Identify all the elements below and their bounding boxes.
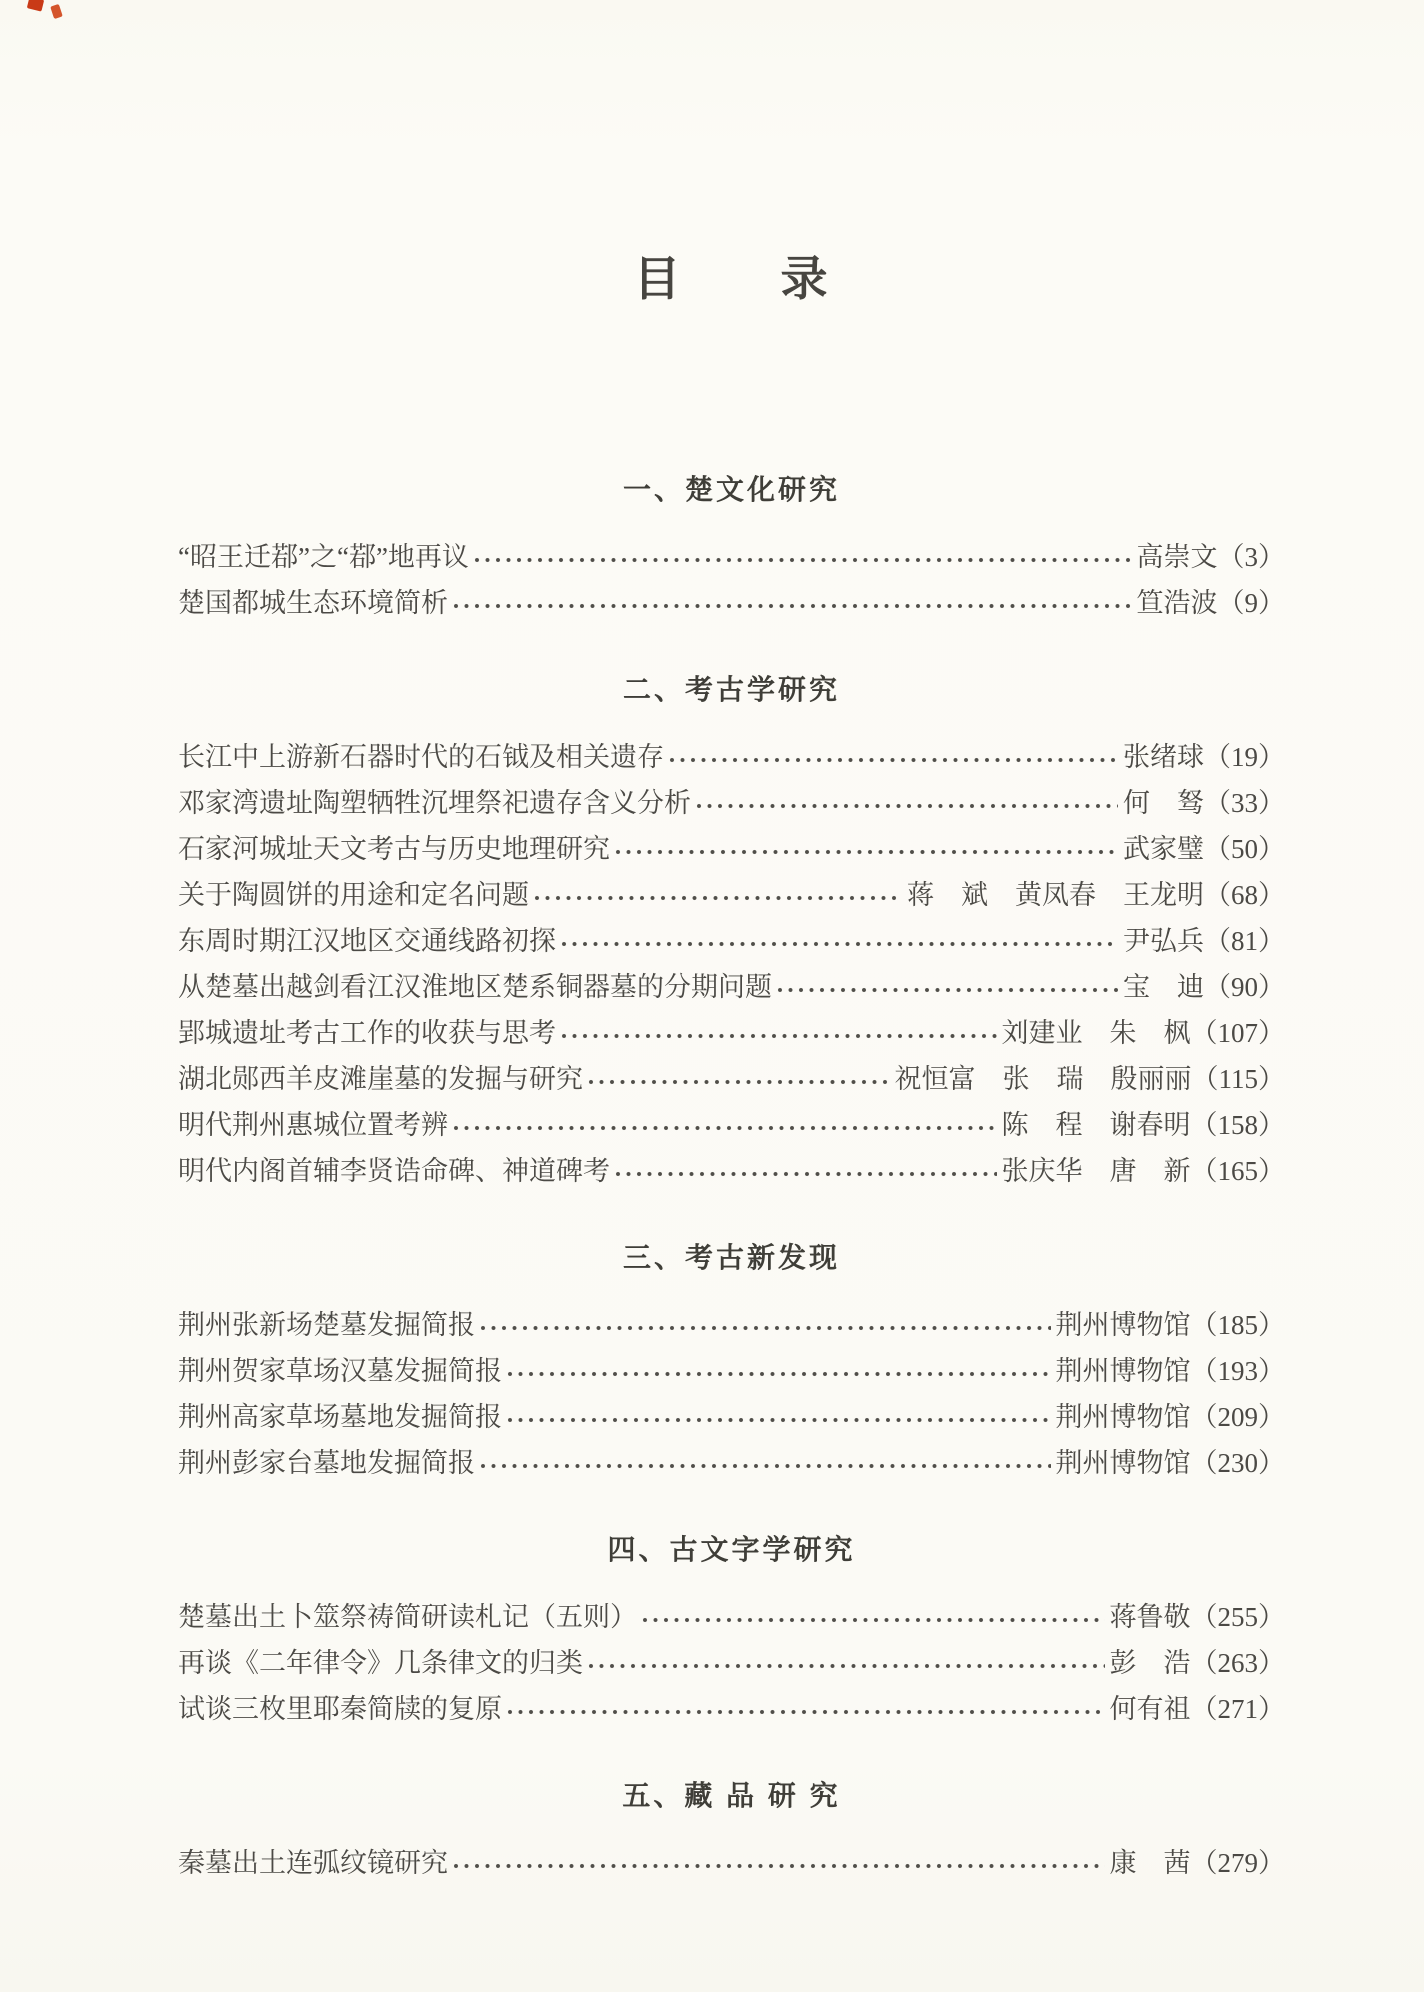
toc-entry xyxy=(178,1840,1285,1886)
entry-page-number: （50） xyxy=(1204,834,1285,864)
section-entries xyxy=(178,1840,1285,1886)
entry-authors: 张庆华 唐 新 xyxy=(1001,1156,1191,1186)
dot-leader xyxy=(505,1394,1051,1440)
dot-leader xyxy=(478,1302,1051,1348)
entry-title: 秦墓出土连弧纹镜研究 xyxy=(178,1848,448,1878)
entry-authors: 何有祖 xyxy=(1109,1694,1191,1724)
dot-leader xyxy=(451,1840,1105,1886)
entry-title: 湖北郧西羊皮滩崖墓的发掘与研究 xyxy=(178,1064,583,1094)
dot-leader xyxy=(667,734,1118,780)
entry-title: 试谈三枚里耶秦简牍的复原 xyxy=(178,1694,502,1724)
entry-authors: 刘建业 朱 枫 xyxy=(1001,1018,1191,1048)
toc-entry xyxy=(178,826,1285,872)
section-heading: 四、古文字学研究 xyxy=(607,1534,856,1565)
dot-leader xyxy=(505,1686,1105,1732)
toc-section xyxy=(178,472,1285,626)
dot-leader xyxy=(559,1010,997,1056)
entry-page-number: （90） xyxy=(1204,972,1285,1002)
entry-title: 从楚墓出越剑看江汉淮地区楚系铜器墓的分期问题 xyxy=(178,972,772,1002)
toc-section xyxy=(178,1778,1285,1886)
toc-section xyxy=(178,672,1285,1194)
entry-page-number: （68） xyxy=(1204,880,1285,910)
entry-title: “昭王迁鄀”之“鄀”地再议 xyxy=(178,542,469,572)
entry-page-number: （81） xyxy=(1204,926,1285,956)
entry-authors: 尹弘兵 xyxy=(1123,926,1204,956)
entry-authors: 何 驽 xyxy=(1123,788,1204,818)
entry-page-number: （3） xyxy=(1217,542,1285,572)
entry-authors: 彭 浩 xyxy=(1109,1648,1191,1678)
dot-leader xyxy=(613,1148,997,1194)
entry-title: 关于陶圆饼的用途和定名问题 xyxy=(178,880,529,910)
entry-title: 邓家湾遗址陶塑牺牲沉埋祭祀遗存含义分析 xyxy=(178,788,691,818)
entry-page-number: （107） xyxy=(1190,1018,1285,1048)
entry-authors: 祝恒富 张 瑞 殷丽丽 xyxy=(894,1064,1192,1094)
entry-title: 楚国都城生态环境简析 xyxy=(178,588,448,618)
dot-leader xyxy=(532,872,902,918)
entry-page-number: （165） xyxy=(1190,1156,1285,1186)
toc-entry xyxy=(178,1102,1285,1148)
dot-leader xyxy=(505,1348,1051,1394)
entry-title: 长江中上游新石器时代的石钺及相关遗存 xyxy=(178,742,664,772)
toc-entry xyxy=(178,964,1285,1010)
dot-leader xyxy=(472,534,1132,580)
toc-entry xyxy=(178,918,1285,964)
entry-title: 郢城遗址考古工作的收获与思考 xyxy=(178,1018,556,1048)
entry-authors: 荆州博物馆 xyxy=(1055,1356,1191,1386)
section-heading: 一、楚文化研究 xyxy=(622,474,840,505)
entry-title: 石家河城址天文考古与历史地理研究 xyxy=(178,834,610,864)
dot-leader xyxy=(586,1056,890,1102)
toc-entry xyxy=(178,1594,1285,1640)
entry-authors: 武家璧 xyxy=(1123,834,1204,864)
entry-page-number: （9） xyxy=(1217,588,1285,618)
toc-section xyxy=(178,1240,1285,1486)
entry-authors: 蒋 斌 黄凤春 王龙明 xyxy=(907,880,1204,910)
toc-entry xyxy=(178,1348,1285,1394)
toc-entry xyxy=(178,1148,1285,1194)
dot-leader xyxy=(775,964,1118,1010)
dot-leader xyxy=(586,1640,1105,1686)
entry-title: 再谈《二年律令》几条律文的归类 xyxy=(178,1648,583,1678)
toc-entry xyxy=(178,1394,1285,1440)
scan-artifact-red-mark xyxy=(50,4,63,19)
entry-title: 明代内阁首辅李贤诰命碑、神道碑考 xyxy=(178,1156,610,1186)
toc-section xyxy=(178,1532,1285,1732)
entry-authors: 笪浩波 xyxy=(1136,588,1218,618)
toc-entry xyxy=(178,734,1285,780)
entry-page-number: （185） xyxy=(1190,1310,1285,1340)
entry-page-number: （279） xyxy=(1190,1848,1285,1878)
entry-page-number: （115） xyxy=(1191,1064,1285,1094)
toc-entry xyxy=(178,1302,1285,1348)
toc-entry xyxy=(178,872,1285,918)
dot-leader xyxy=(694,780,1118,826)
entry-title: 荆州高家草场墓地发掘简报 xyxy=(178,1402,502,1432)
toc-entry xyxy=(178,780,1285,826)
dot-leader xyxy=(640,1594,1105,1640)
entry-page-number: （271） xyxy=(1190,1694,1285,1724)
toc-entry xyxy=(178,1440,1285,1486)
entry-authors: 宝 迪 xyxy=(1123,972,1204,1002)
entry-authors: 高崇文 xyxy=(1136,542,1218,572)
section-entries xyxy=(178,1594,1285,1732)
dot-leader xyxy=(613,826,1118,872)
entry-page-number: （255） xyxy=(1190,1602,1285,1632)
dot-leader xyxy=(559,918,1118,964)
section-entries xyxy=(178,734,1285,1194)
page-title: 目 录 xyxy=(633,254,830,306)
entry-authors: 张绪球 xyxy=(1123,742,1204,772)
entry-authors: 荆州博物馆 xyxy=(1055,1310,1191,1340)
entry-title: 荆州彭家台墓地发掘简报 xyxy=(178,1448,475,1478)
entry-title: 楚墓出土卜筮祭祷简研读札记（五则） xyxy=(178,1602,637,1632)
entry-title: 明代荆州惠城位置考辨 xyxy=(178,1110,448,1140)
entry-authors: 陈 程 谢春明 xyxy=(1001,1110,1191,1140)
entry-page-number: （230） xyxy=(1190,1448,1285,1478)
section-entries xyxy=(178,1302,1285,1486)
entry-page-number: （33） xyxy=(1204,788,1285,818)
entry-page-number: （158） xyxy=(1190,1110,1285,1140)
toc-entry xyxy=(178,1010,1285,1056)
entry-title: 荆州贺家草场汉墓发掘简报 xyxy=(178,1356,502,1386)
entry-page-number: （263） xyxy=(1190,1648,1285,1678)
entry-page-number: （193） xyxy=(1190,1356,1285,1386)
dot-leader xyxy=(451,580,1132,626)
entry-authors: 荆州博物馆 xyxy=(1055,1402,1191,1432)
table-of-contents xyxy=(178,472,1285,1886)
entry-title: 东周时期江汉地区交通线路初探 xyxy=(178,926,556,956)
toc-entry xyxy=(178,1056,1285,1102)
entry-page-number: （19） xyxy=(1204,742,1285,772)
section-heading: 三、考古新发现 xyxy=(622,1242,840,1273)
dot-leader xyxy=(451,1102,997,1148)
toc-entry xyxy=(178,534,1285,580)
section-heading: 二、考古学研究 xyxy=(622,674,840,705)
entry-title: 荆州张新场楚墓发掘简报 xyxy=(178,1310,475,1340)
entry-authors: 蒋鲁敬 xyxy=(1109,1602,1191,1632)
toc-entry xyxy=(178,580,1285,626)
entry-authors: 康 茜 xyxy=(1109,1848,1191,1878)
entry-authors: 荆州博物馆 xyxy=(1055,1448,1191,1478)
scan-artifact-red-mark xyxy=(27,0,44,12)
toc-entry xyxy=(178,1640,1285,1686)
section-entries xyxy=(178,534,1285,626)
entry-page-number: （209） xyxy=(1190,1402,1285,1432)
section-heading: 五、藏 品 研 究 xyxy=(622,1780,841,1811)
toc-entry xyxy=(178,1686,1285,1732)
dot-leader xyxy=(478,1440,1051,1486)
